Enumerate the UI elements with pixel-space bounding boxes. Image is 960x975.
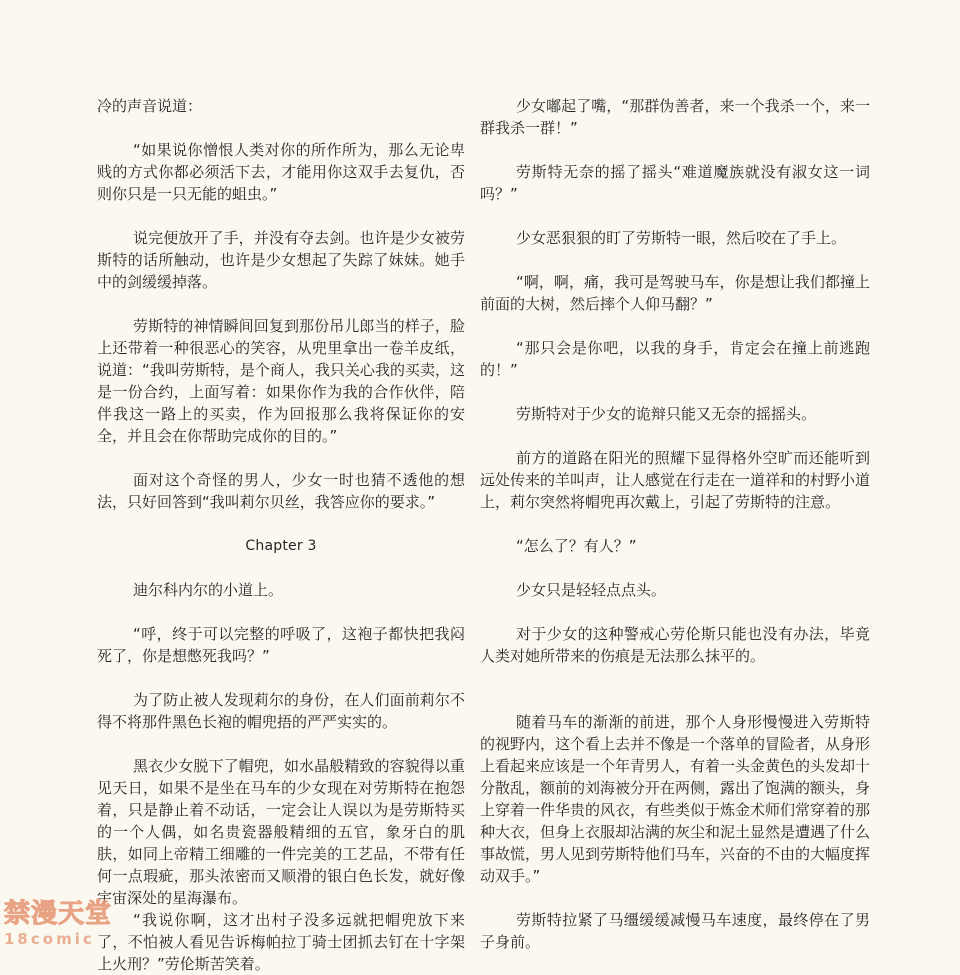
paragraph: 劳斯特对于少女的诡辩只能又无奈的摇摇头。 [516,405,817,423]
paragraph: 少女只是轻轻点点头。 [516,581,667,599]
paragraph: 少女嘟起了嘴，“那群伪善者，来一个我杀一个，来一群我杀一群！” [480,97,870,137]
paragraph: “我说你啊，这才出村子没多远就把帽兜放下来了，不怕被人看见告诉梅帕拉丁骑士团抓去钉在十字架上火刑？”劳伦斯苦笑着。 [97,911,465,973]
paragraph: 说完便放开了手，并没有夺去剑。也许是少女被劳斯特的话所触动，也许是少女想起了失踪了妹妹。她手中的剑缓缓掉落。 [97,229,465,291]
right-text-column [480,95,870,953]
watermark-title: 禁漫天堂 [4,899,113,929]
paragraph: 黑衣少女脱下了帽兜，如水晶般精致的容貌得以重见天日，如果不是坐在马车的少女现在对劳斯特在抱怨着，只是静止着不动话，一定会让人误以为是劳斯特买的一个人偶，如名贵瓷器般精细的五官，象牙白的肌肤，如同上帝精工细雕的一件完美的工艺品，不带有任何一点瑕疵，那头浓密而又顺滑的银白色长发，就好像宇宙深处的星海瀑布。 [97,757,465,907]
paragraph: “那只会是你吧，以我的身手，肯定会在撞上前逃跑的！” [480,339,870,379]
watermark-logo [4,899,114,959]
paragraph: 对于少女的这种警戒心劳伦斯只能也没有办法，毕竟人类对她所带来的伤痕是无法那么抹平的。 [480,625,870,665]
left-text-column [97,95,465,975]
paragraph: 迪尔科内尔的小道上。 [133,581,284,599]
paragraph: 为了防止被人发现莉尔的身份，在人们面前莉尔不得不将那件黑色长袍的帽兜捂的严严实实的。 [97,691,465,731]
paragraph: 随着马车的渐渐的前进，那个人身形慢慢进入劳斯特的视野内，这个看上去并不像是一个落单的冒险者，从身形上看起来应该是一个年青男人，有着一头金黄色的头发却十分散乱，额前的刘海被分开在两侧，露出了饱满的额头，身上穿着一件华贵的风衣，有些类似于炼金术师们常穿着的那种大衣，但身上衣服却沾满的灰尘和泥土显然是遭遇了什么事故慌，男人见到劳斯特他们马车，兴奋的不由的大幅度挥动双手。” [480,713,871,885]
paragraph: 前方的道路在阳光的照耀下显得格外空旷而还能听到远处传来的羊叫声，让人感觉在行走在一道祥和的村野小道上，莉尔突然将帽兜再次戴上，引起了劳斯特的注意。 [480,449,871,511]
paragraph: 冷的声音说道： [97,97,203,115]
watermark-subtitle: 18comic [4,930,95,948]
paragraph: 面对这个奇怪的男人，少女一时也猜不透他的想法，只好回答到“我叫莉尔贝丝，我答应你的要求。” [97,471,465,511]
paragraph: “怎么了？有人？” [516,537,637,555]
paragraph: “啊，啊，痛，我可是驾驶马车，你是想让我们都撞上前面的大树，然后摔个人仰马翻？” [480,273,870,313]
paragraph: “如果说你憎恨人类对你的所作所为，那么无论卑贱的方式你都必须活下去，才能用你这双手去复仇，否则你只是一只无能的蛆虫。” [97,141,465,203]
paragraph: 少女恶狠狠的盯了劳斯特一眼，然后咬在了手上。 [516,229,847,247]
paragraph: 劳斯特无奈的摇了摇头“难道魔族就没有淑女这一词吗？” [480,163,870,203]
chapter-heading: Chapter 3 [245,538,317,554]
paragraph: “呼，终于可以完整的呼吸了，这袍子都快把我闷死了，你是想憋死我吗？” [97,625,465,665]
paragraph: 劳斯特的神情瞬间回复到那份吊儿郎当的样子，脸上还带着一种很恶心的笑容，从兜里拿出一卷羊皮纸，说道：“我叫劳斯特，是个商人，我只关心我的买卖，这是一份合约，上面写着：如果你作为我的合作伙伴，陪伴我这一路上的买卖，作为回报那么我将保证你的安全，并且会在你帮助完成你的目的。” [97,317,465,445]
paragraph: 劳斯特拉紧了马缰缓缓减慢马车速度，最终停在了男子身前。 [480,911,870,951]
